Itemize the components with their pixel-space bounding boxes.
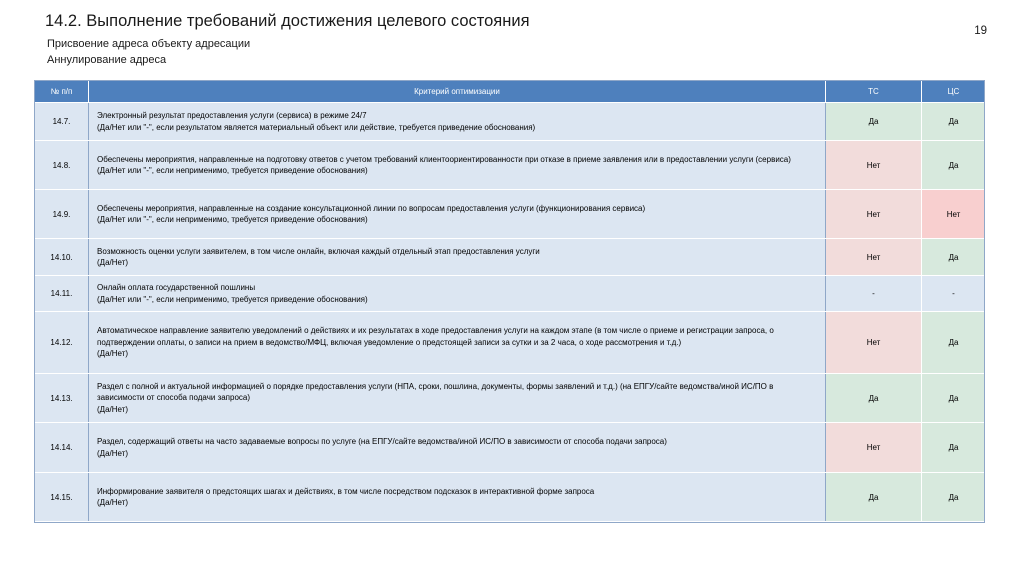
criterion-cell [89, 374, 826, 423]
table-row [35, 276, 986, 312]
row-number: 14.13. [35, 374, 89, 423]
criterion-text: Раздел, содержащий ответы на часто задаваемые вопросы по услуге (на ЕПГУ/сайте ведомства/иной ИС/ПО в зависимости от способа подачи запроса) [97, 437, 667, 446]
criterion-text: Автоматическое направление заявителю уведомлений о действиях и их результатах в ходе предоставления услуги на каждом этапе (в том числе о приеме и регистрации запроса, о подтверждении оплаты, о записи на прием в ведомство/МФЦ, включая уведомление о предстоящей записи за сутки и за 2 часа, о ходе рассмотрения и т.д.) [97, 326, 774, 347]
ts-value: Нет [826, 190, 922, 239]
column-header-cs: ЦС [922, 81, 986, 103]
table-header-row [35, 81, 986, 103]
criterion-cell [89, 190, 826, 239]
criterion-answer-format: (Да/Нет) [97, 404, 129, 414]
page-title: 14.2. Выполнение требований достижения целевого состояния [45, 12, 530, 30]
criterion-answer-format: (Да/Нет или "-", если результатом является материальный объект или действие, требуется приведение обоснования) [97, 122, 536, 132]
row-number: 14.11. [35, 276, 89, 312]
table-row [35, 423, 986, 473]
criteria-table [34, 80, 986, 522]
row-number: 14.12. [35, 312, 89, 374]
ts-value: Нет [826, 312, 922, 374]
criterion-text: Обеспечены мероприятия, направленные на создание консультационной линии по вопросам предоставления услуги (функционирования сервиса) [97, 203, 646, 213]
subtitle-address-assignment: Присвоение адреса объекту адресации [47, 38, 251, 50]
criterion-cell [89, 141, 826, 190]
criterion-answer-format: (Да/Нет) [97, 349, 129, 359]
ts-value: - [826, 276, 922, 312]
criterion-text: Онлайн оплата государственной пошлины [97, 283, 256, 292]
cs-value: Да [922, 423, 986, 473]
criterion-text: Электронный результат предоставления услуги (сервиса) в режиме 24/7 [97, 111, 367, 120]
ts-value: Да [826, 473, 922, 522]
cs-value: Да [922, 141, 986, 190]
table-row [35, 190, 986, 239]
cs-value: Да [922, 473, 986, 522]
table-row [35, 141, 986, 190]
subtitle-address-cancellation: Аннулирование адреса [47, 54, 167, 66]
criterion-cell [89, 312, 826, 374]
page-number: 19 [974, 25, 987, 37]
ts-value: Нет [826, 239, 922, 276]
criterion-answer-format: (Да/Нет или "-", если неприменимо, требуется приведение обоснования) [97, 294, 368, 304]
cs-value: Да [922, 374, 986, 423]
criterion-cell [89, 423, 826, 473]
criterion-answer-format: (Да/Нет) [97, 258, 129, 267]
criterion-answer-format: (Да/Нет) [97, 498, 129, 507]
criterion-cell [89, 103, 826, 141]
ts-value: Нет [826, 423, 922, 473]
cs-value: Да [922, 312, 986, 374]
row-number: 14.8. [35, 141, 89, 190]
row-number: 14.15. [35, 473, 89, 522]
table-row [35, 312, 986, 374]
row-number: 14.10. [35, 239, 89, 276]
ts-value: Да [826, 374, 922, 423]
table-row [35, 239, 986, 276]
table-row [35, 473, 986, 522]
ts-value: Нет [826, 141, 922, 190]
criterion-text: Возможность оценки услуги заявителем, в том числе онлайн, включая каждый отдельный этап предоставления услуги [97, 246, 540, 256]
cs-value: Да [922, 103, 986, 141]
row-number: 14.9. [35, 190, 89, 239]
criterion-answer-format: (Да/Нет или "-", если неприменимо, требуется приведение обоснования) [97, 215, 368, 224]
criterion-cell [89, 239, 826, 276]
table-row [35, 103, 986, 141]
criterion-answer-format: (Да/Нет) [97, 448, 129, 458]
cs-value: Да [922, 239, 986, 276]
table-row [35, 374, 986, 423]
criterion-text: Раздел с полной и актуальной информацией о порядке предоставления услуги (НПА, сроки, пошлина, документы, формы заявлений и т.д.) (на ЕПГУ/сайте ведомства/иной ИС/ПО в зависимости от способа подачи запроса) [97, 381, 774, 403]
cs-value: Нет [922, 190, 986, 239]
cs-value: - [922, 276, 986, 312]
criterion-cell [89, 473, 826, 522]
column-header-number: № п/п [35, 81, 89, 103]
column-header-ts: ТС [826, 81, 922, 103]
criterion-cell [89, 276, 826, 312]
criterion-text: Информирование заявителя о предстоящих шагах и действиях, в том числе посредством подсказок в интерактивной форме запроса [97, 486, 595, 496]
row-number: 14.7. [35, 103, 89, 141]
criterion-answer-format: (Да/Нет или "-", если неприменимо, требуется приведение обоснования) [97, 166, 368, 175]
column-header-criterion: Критерий оптимизации [89, 81, 826, 103]
row-number: 14.14. [35, 423, 89, 473]
ts-value: Да [826, 103, 922, 141]
criterion-text: Обеспечены мероприятия, направленные на подготовку ответов с учетом требований клиентоориентированности при отказе в приеме заявления или в предоставлении услуги (сервиса) [97, 154, 791, 164]
